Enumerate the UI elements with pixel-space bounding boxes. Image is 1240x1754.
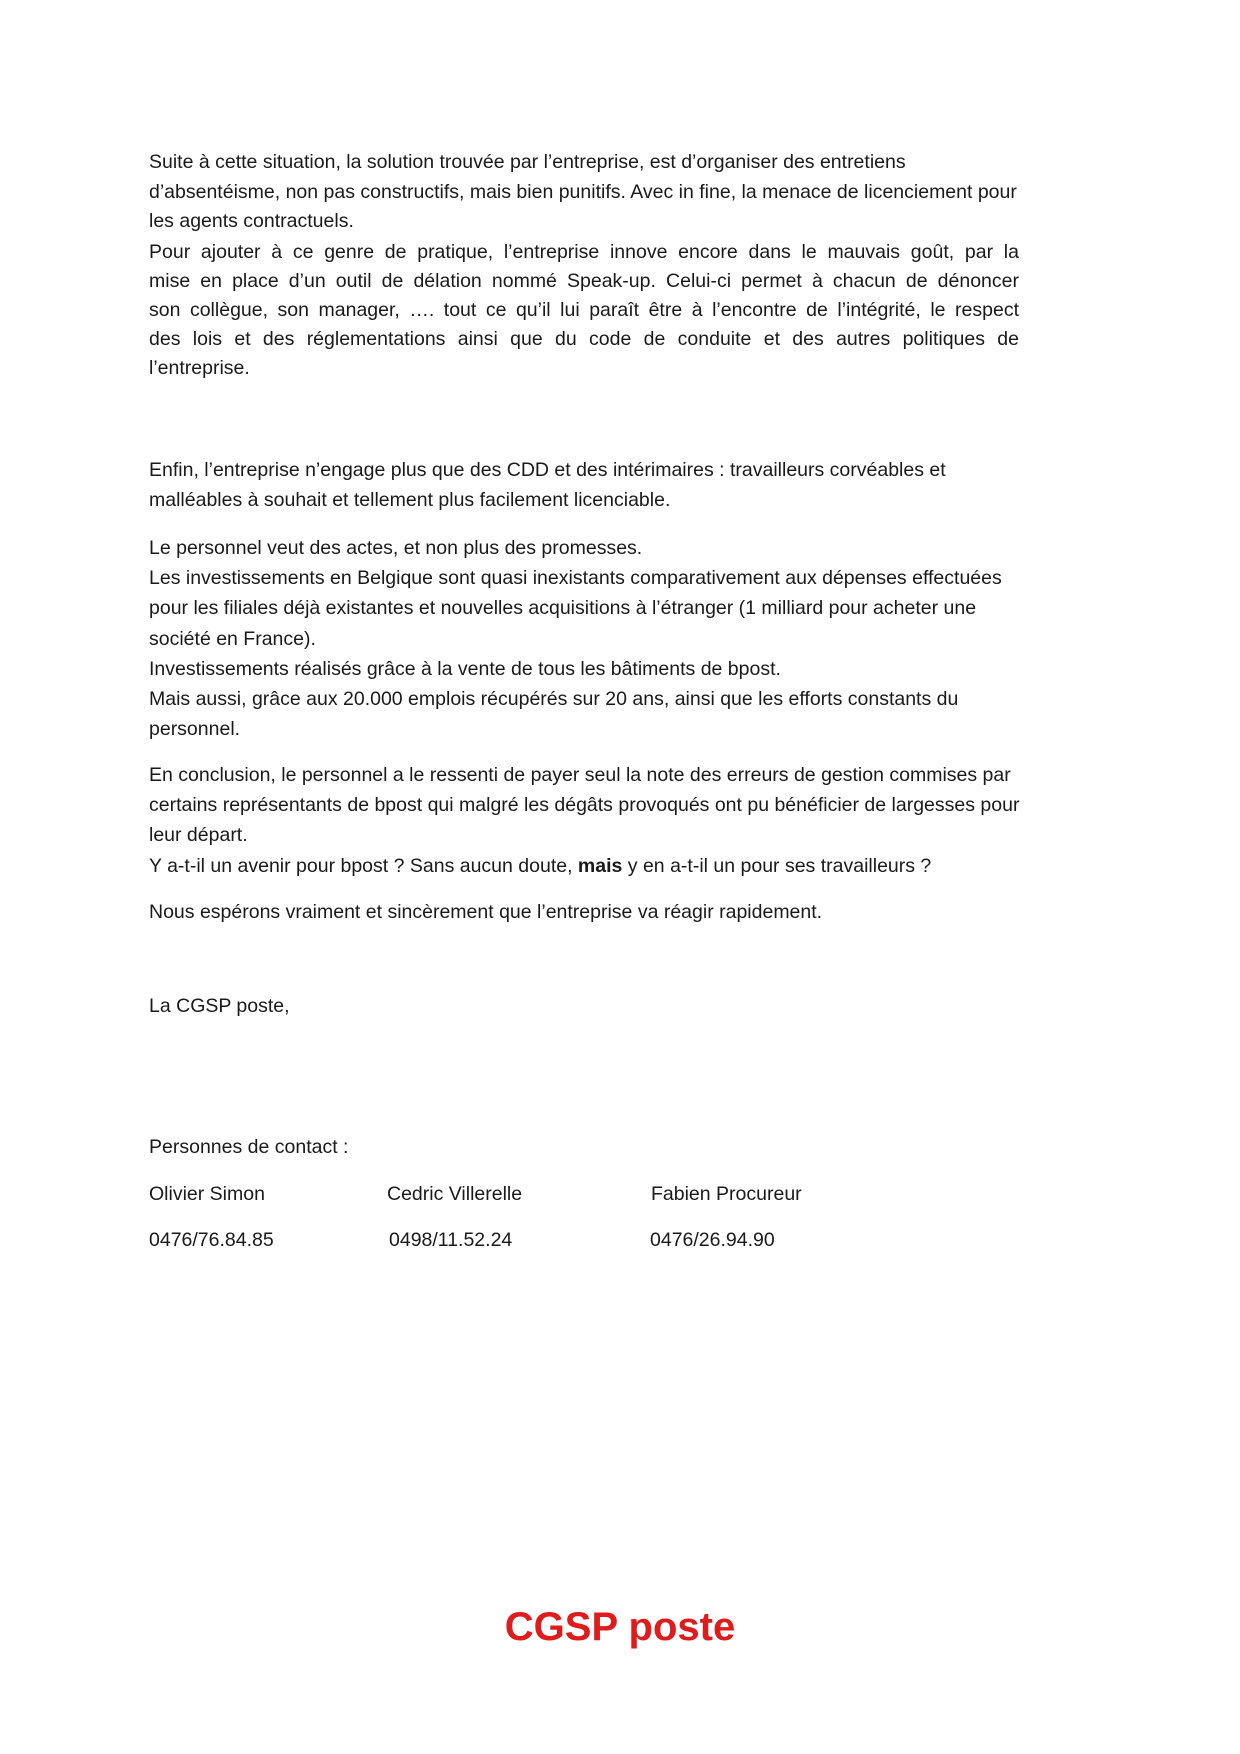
contacts-heading — [149, 1133, 348, 1163]
paragraph-line: malléables à souhait et tellement plus facilement licenciable. — [149, 489, 671, 511]
question-text-start: Y a-t-il un avenir pour bpost ? Sans aucun doute, — [149, 854, 578, 877]
paragraph-line: Investissements réalisés grâce à la vente de tous les bâtiments de bpost. — [149, 657, 781, 680]
paragraph-line: société en France). — [149, 627, 316, 650]
paragraph-line: Les investissements en Belgique sont quasi inexistants comparativement aux dépenses effectuées — [149, 567, 1002, 590]
paragraph-cdd — [149, 455, 946, 515]
paragraph-line: Pour ajouter à ce genre de pratique, l’entreprise innove encore dans le mauvais goût, par la — [149, 241, 1019, 263]
paragraph-conclusion — [149, 760, 1019, 881]
footer-brand: CGSP poste — [504, 1605, 736, 1649]
paragraph-line: mise en place d’un outil de délation nommé Speak-up. Celui-ci permet à chacun de dénoncer — [149, 270, 1019, 292]
paragraph-line: Enfin, l’entreprise n’engage plus que des CDD et des intérimaires : travailleurs corvéables et — [149, 459, 946, 481]
paragraph-line: les agents contractuels. — [149, 210, 354, 232]
contact-name: Cedric Villerelle — [387, 1183, 523, 1205]
paragraph-absenteeism — [149, 148, 1017, 237]
paragraph-line: d’absentéisme, non pas constructifs, mais bien punitifs. Avec in fine, la menace de licenciement pour — [149, 180, 1017, 203]
signature — [149, 992, 290, 1022]
paragraph-investments — [149, 533, 1002, 744]
paragraph-speak-up — [149, 238, 1019, 383]
contact-phone: 0498/11.52.24 — [389, 1229, 513, 1251]
paragraph-line: Suite à cette situation, la solution trouvée par l’entreprise, est d’organiser des entretiens — [149, 151, 906, 173]
paragraph-line: pour les filiales déjà existantes et nouvelles acquisitions à l’étranger (1 milliard pour acheter une — [149, 597, 977, 620]
paragraph-line: l’entreprise. — [149, 357, 250, 379]
paragraph-line: leur départ. — [149, 824, 248, 847]
paragraph-line: des lois et des réglementations ainsi que du code de conduite et des autres politiques de — [149, 328, 1019, 350]
signature-text: La CGSP poste, — [149, 995, 290, 1017]
paragraph-line: personnel. — [149, 718, 241, 741]
contact-phone: 0476/76.84.85 — [149, 1229, 274, 1251]
paragraph-line: son collègue, son manager, …. tout ce qu’il lui paraît être à l’encontre de l’intégrité, le respect — [149, 299, 1019, 321]
paragraph-line: Le personnel veut des actes, et non plus des promesses. — [149, 537, 643, 559]
question-line — [149, 851, 1019, 881]
contact-phone: 0476/26.94.90 — [650, 1229, 775, 1251]
question-text-end: y en a-t-il un pour ses travailleurs ? — [622, 854, 932, 877]
paragraph-hope — [149, 898, 822, 928]
contacts-heading-text: Personnes de contact : — [149, 1136, 349, 1158]
paragraph-line: En conclusion, le personnel a le ressenti de payer seul la note des erreurs de gestion commises par — [149, 764, 1011, 786]
contact-name: Olivier Simon — [149, 1183, 265, 1205]
contact-name: Fabien Procureur — [651, 1183, 802, 1205]
paragraph-line: Mais aussi, grâce aux 20.000 emplois récupérés sur 20 ans, ainsi que les efforts constants du — [149, 688, 959, 711]
question-emphasis: mais — [577, 854, 623, 877]
paragraph-line: Nous espérons vraiment et sincèrement que l’entreprise va réagir rapidement. — [149, 901, 823, 923]
paragraph-line: certains représentants de bpost qui malgré les dégâts provoqués ont pu bénéficier de largesses pour — [149, 794, 1020, 817]
